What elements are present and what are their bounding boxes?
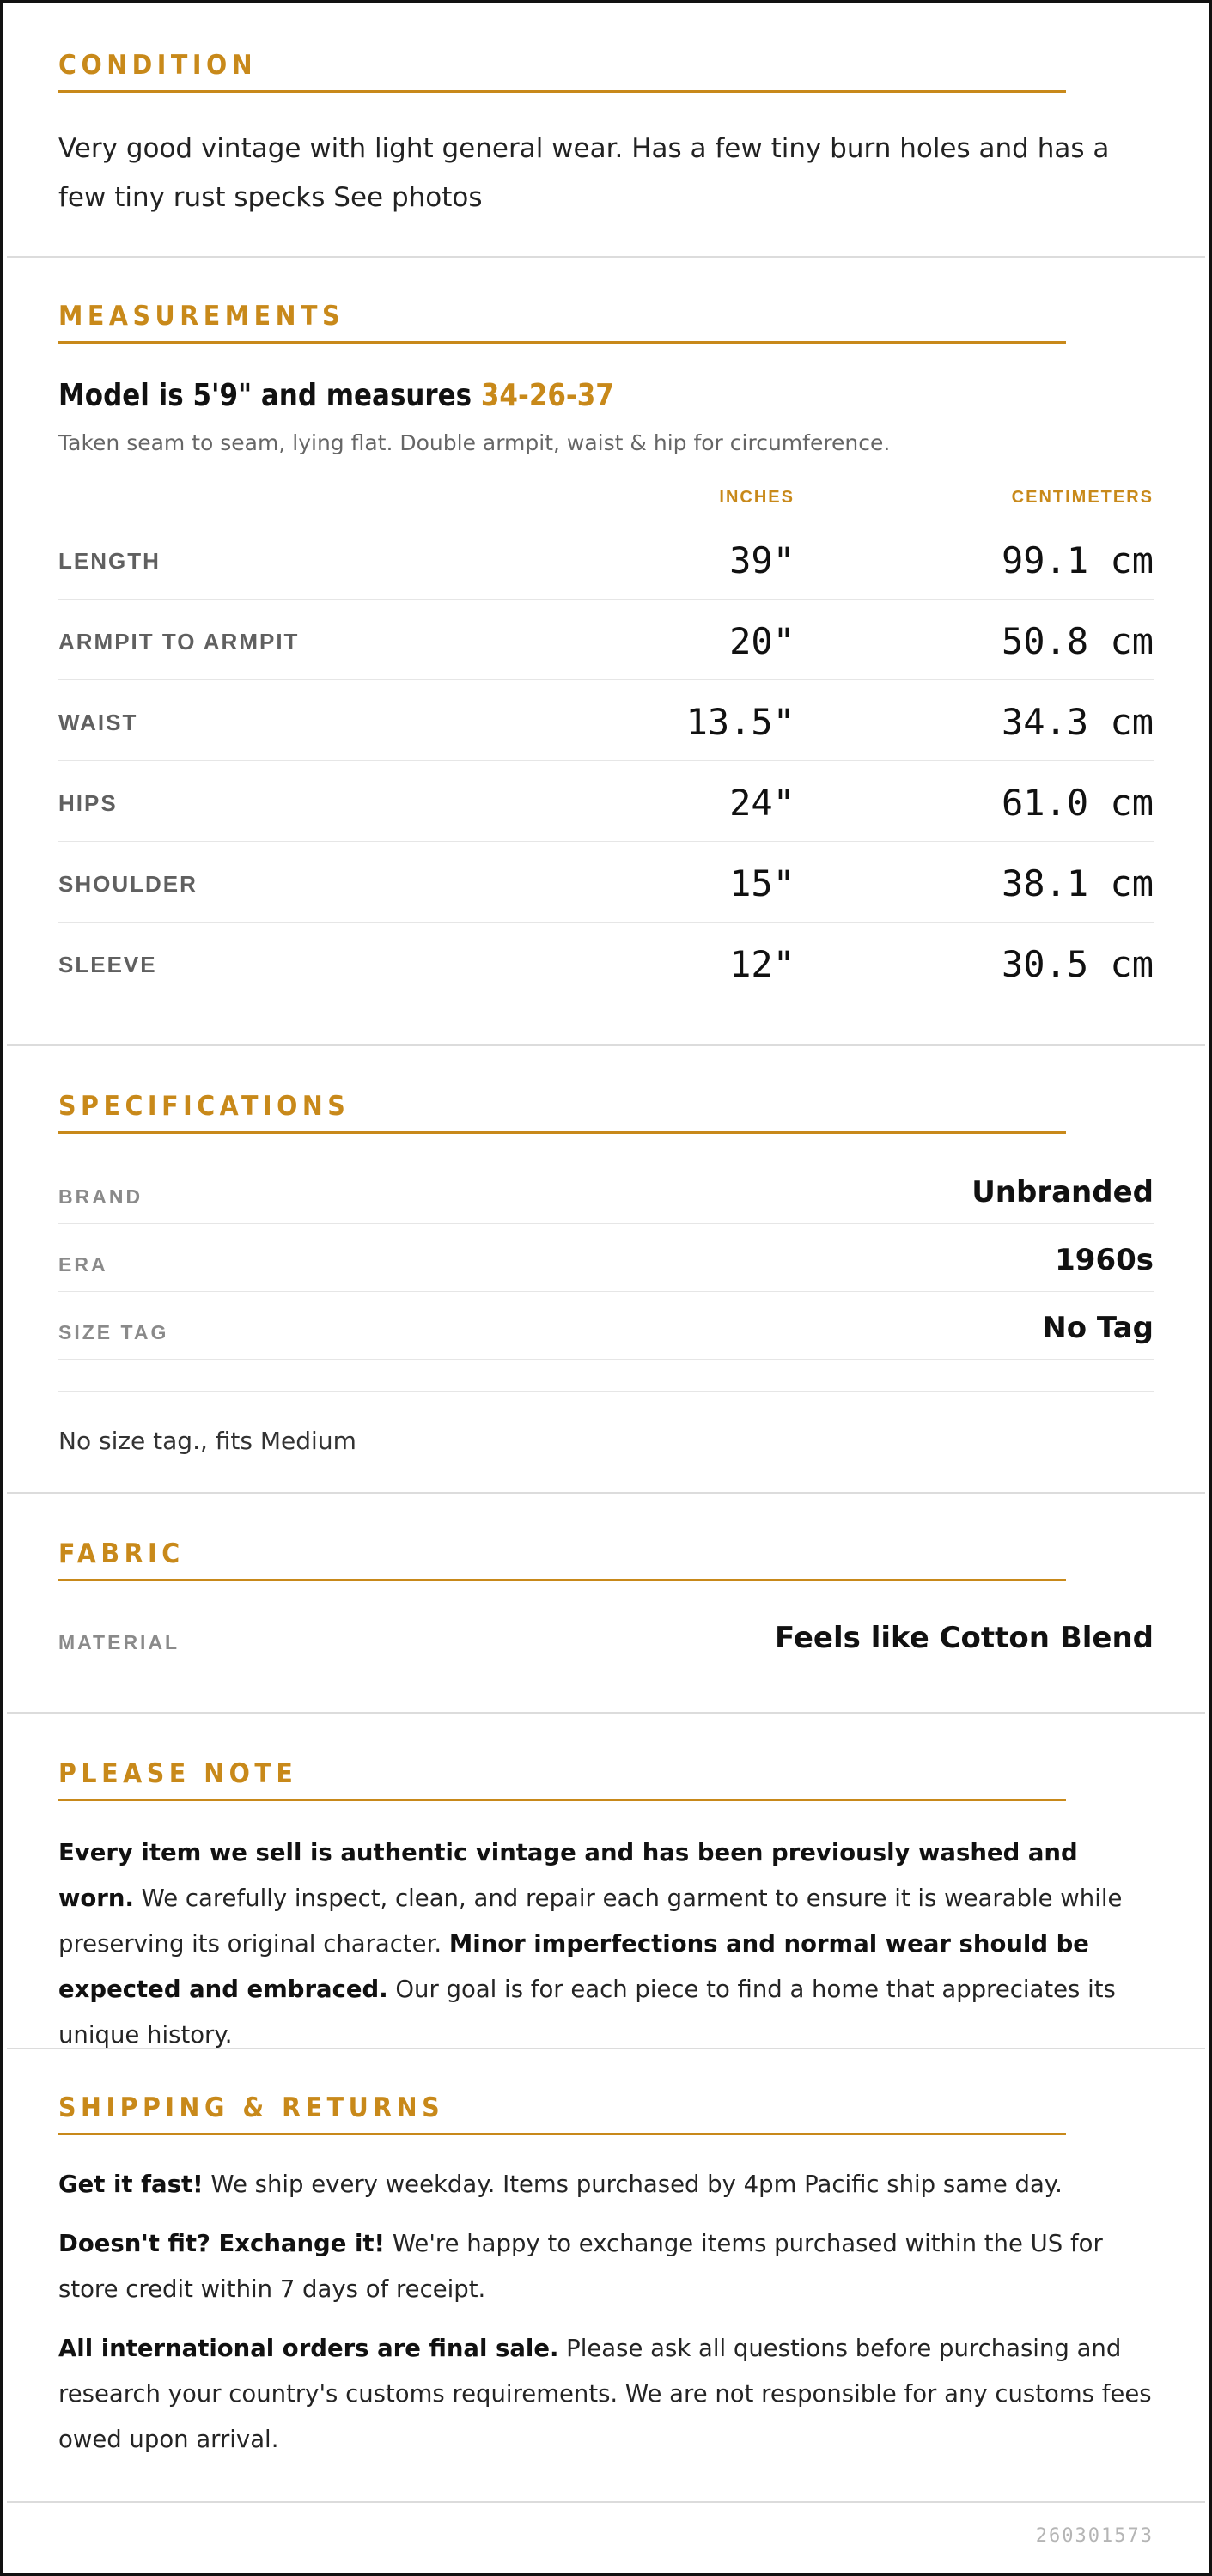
- measurement-label: HIPS: [58, 790, 118, 816]
- condition-text: Very good vintage with light general wear. Has a few tiny burn holes and has a few tiny rust specks See photos: [58, 133, 1110, 213]
- measurement-cm: 99.1 cm: [1001, 539, 1154, 582]
- spec-value: No Tag: [1042, 1311, 1154, 1345]
- measurement-row-shoulder: [58, 842, 1154, 923]
- measurements-section: [7, 258, 1205, 1046]
- col-cm-header: CENTIMETERS: [1011, 488, 1154, 507]
- measurement-label: ARMPIT TO ARMPIT: [58, 629, 300, 655]
- fabric-section: [7, 1494, 1205, 1714]
- measurement-row-length: [58, 519, 1154, 600]
- specifications-heading: SPECIFICATIONS: [58, 1089, 1066, 1134]
- spec-row-era: [58, 1224, 1154, 1292]
- spec-row-brand: [58, 1156, 1154, 1224]
- measurement-label: SLEEVE: [58, 952, 157, 977]
- fabric-heading: FABRIC: [58, 1537, 1066, 1581]
- spec-note: No size tag., fits Medium: [58, 1427, 356, 1455]
- shipping-p3-bold: All international orders are final sale.: [58, 2335, 559, 2362]
- measurement-cm: 38.1 cm: [1001, 862, 1154, 904]
- shipping-p2-text: We're happy to exchange items purchased within the US for store credit within 7 days of receipt.: [58, 2230, 1103, 2303]
- measurement-row-hips: [58, 761, 1154, 842]
- condition-heading: CONDITION: [58, 48, 1066, 93]
- please-note-bold-2: Minor imperfections and normal wear should be expected and embraced.: [58, 1930, 1089, 2003]
- shipping-p3: [58, 2326, 1154, 2463]
- product-id-code: 260301573: [1035, 2525, 1154, 2547]
- measurement-row-waist: [58, 680, 1154, 761]
- fabric-value: Feels like Cotton Blend: [775, 1621, 1154, 1655]
- measurement-row-sleeve: [58, 923, 1154, 1003]
- measurement-label: LENGTH: [58, 548, 161, 574]
- specifications-table: [58, 1156, 1154, 1362]
- model-prefix: Model is 5'9" and measures: [58, 378, 481, 413]
- spec-note-divider: [58, 1391, 1154, 1392]
- shipping-p1: [58, 2162, 1154, 2208]
- specifications-section: [7, 1046, 1205, 1494]
- spec-value: Unbranded: [971, 1175, 1154, 1209]
- model-measures: 34-26-37: [480, 378, 614, 413]
- spec-label: BRAND: [58, 1185, 143, 1208]
- please-note-text-1: We carefully inspect, clean, and repair each garment to ensure it is wearable while preserving its original character.: [58, 1885, 1123, 1958]
- please-note-text-2: Our goal is for each piece to find a home that appreciates its unique history.: [58, 1976, 1116, 2049]
- shipping-p1-text: We ship every weekday. Items purchased by 4pm Pacific ship same day.: [203, 2171, 1063, 2198]
- shipping-p3-text: Please ask all questions before purchasing and research your country's customs requirements. We are not responsible for any customs fees owed upon arrival.: [58, 2335, 1152, 2453]
- measurement-cm: 34.3 cm: [1001, 701, 1154, 743]
- measurement-inches: 13.5": [685, 701, 795, 743]
- spec-row-size-tag: [58, 1292, 1154, 1360]
- measurement-note: Taken seam to seam, lying flat. Double armpit, waist & hip for circumference.: [58, 430, 891, 455]
- spec-value: 1960s: [1055, 1243, 1154, 1277]
- spec-label: ERA: [58, 1253, 108, 1276]
- shipping-p2-bold: Doesn't fit? Exchange it!: [58, 2230, 386, 2257]
- measurement-label: SHOULDER: [58, 871, 198, 897]
- please-note-bold-1: Every item we sell is authentic vintage and has been previously washed and worn.: [58, 1839, 1078, 1912]
- measurement-label: WAIST: [58, 709, 138, 735]
- fabric-row: [58, 1614, 1154, 1666]
- measurements-table: [58, 484, 1154, 1017]
- measurement-cm: 30.5 cm: [1001, 943, 1154, 985]
- measurements-heading: MEASUREMENTS: [58, 299, 1066, 344]
- measurement-inches: 24": [729, 782, 795, 824]
- please-note-section: [7, 1714, 1205, 2049]
- spec-label: SIZE TAG: [58, 1321, 169, 1343]
- measurement-row-armpit: [58, 600, 1154, 680]
- measurement-cm: 61.0 cm: [1001, 782, 1154, 824]
- shipping-p2: [58, 2221, 1154, 2312]
- measurement-inches: 39": [729, 539, 795, 582]
- measurement-inches: 20": [729, 620, 795, 662]
- shipping-heading: SHIPPING & RETURNS: [58, 2091, 1066, 2135]
- model-info: [58, 378, 1154, 421]
- shipping-section: [7, 2049, 1205, 2503]
- condition-section: [7, 3, 1205, 258]
- measurement-inches: 12": [729, 943, 795, 985]
- shipping-p1-bold: Get it fast!: [58, 2171, 204, 2198]
- model-line: [58, 378, 1001, 413]
- measurement-cm: 50.8 cm: [1001, 620, 1154, 662]
- measurement-inches: 15": [729, 862, 795, 904]
- please-note-text: [58, 1830, 1154, 2058]
- please-note-heading: PLEASE NOTE: [58, 1757, 1066, 1801]
- fabric-label: MATERIAL: [58, 1631, 180, 1653]
- col-inches-header: INCHES: [719, 488, 795, 507]
